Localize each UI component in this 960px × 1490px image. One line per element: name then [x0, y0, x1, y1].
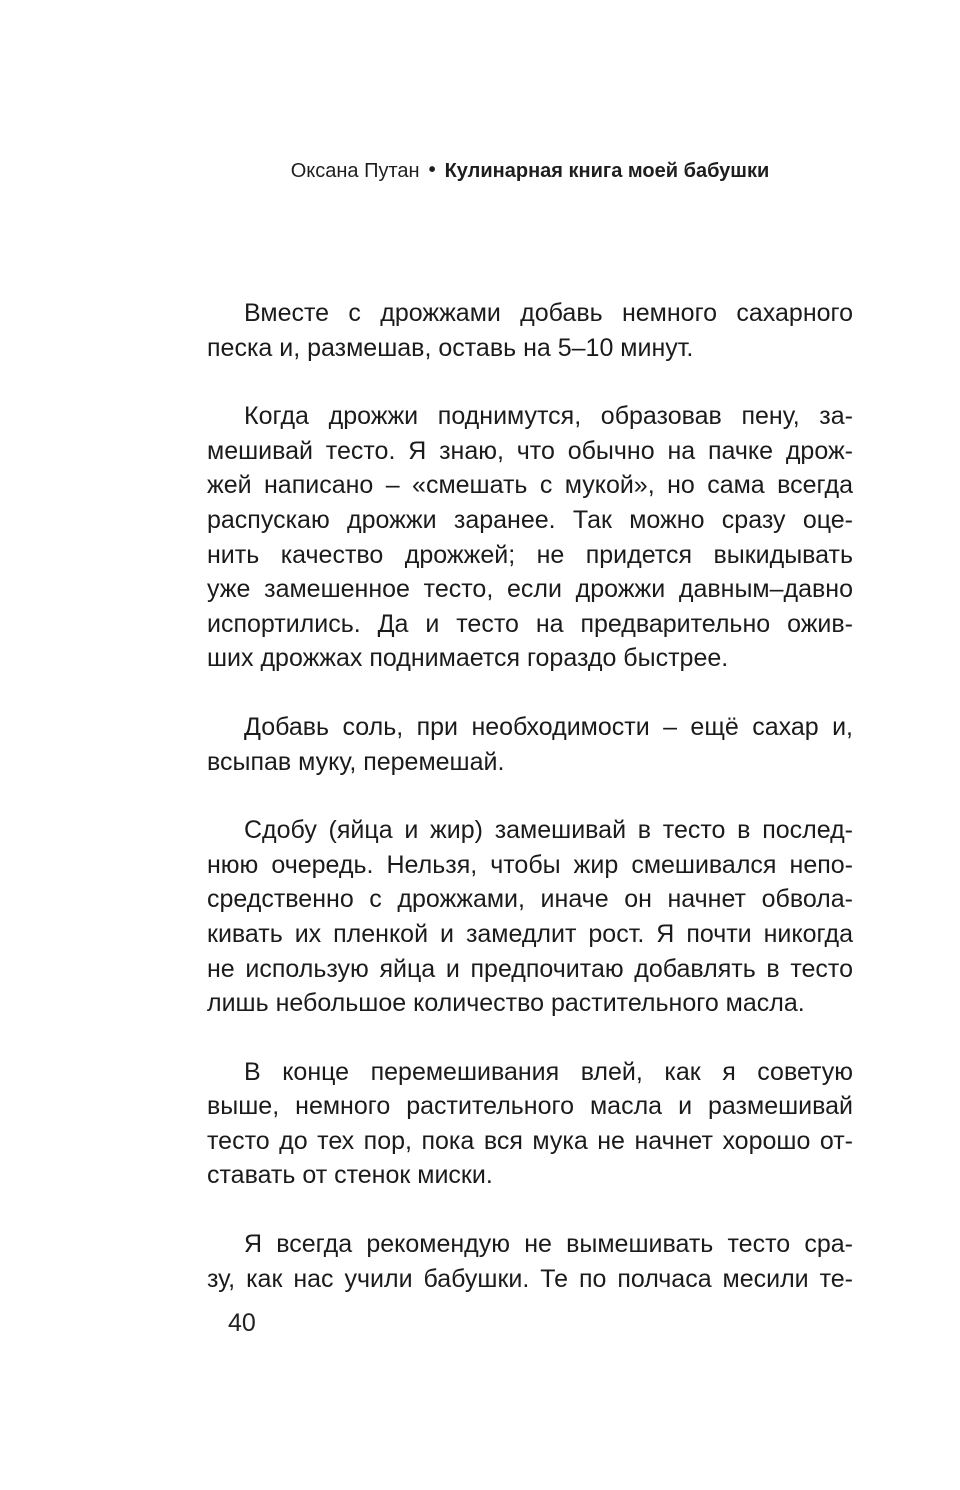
- paragraph: [207, 1055, 853, 1193]
- page-number: 40: [228, 1309, 256, 1337]
- text-line: ших дрожжах поднимается гораздо быстрее.: [207, 644, 729, 673]
- text-line: ставать от стенок миски.: [207, 1161, 493, 1190]
- text-line: Когда дрожжи поднимутся, образовав пену, за-: [244, 402, 853, 431]
- book-title: Кулинарная книга моей бабушки: [444, 160, 770, 182]
- text-line: Вместе с дрожжами добавь немного сахарного: [244, 299, 853, 327]
- text-line: не использую яйца и предпочитаю добавлять в тесто: [207, 954, 853, 983]
- text-line: тесто до тех пор, пока вся мука не начнет хорошо от-: [207, 1126, 853, 1155]
- text-line: всыпав муку, перемешай.: [207, 747, 505, 776]
- text-line: мешивай тесто. Я знаю, что обычно на пачке дрож-: [207, 436, 853, 465]
- text-line: распускаю дрожжи заранее. Так можно сразу оце-: [207, 505, 853, 534]
- paragraph: [207, 710, 853, 779]
- text-line: лишь небольшое количество растительного масла.: [207, 989, 805, 1018]
- text-line: нюю очередь. Нельзя, чтобы жир смешивался непо-: [207, 850, 853, 879]
- paragraph: [207, 296, 853, 365]
- text-line: песка и, размешав, оставь на 5–10 минут.: [207, 333, 694, 362]
- separator-bullet: •: [428, 159, 436, 181]
- paragraph: [207, 813, 853, 1021]
- text-line: Я всегда рекомендую не вымешивать тесто сра-: [244, 1230, 853, 1259]
- text-line: жей написано – «смешать с мукой», но сама всегда: [207, 471, 853, 500]
- text-line: кивать их пленкой и замедлит рост. Я почти никогда: [207, 919, 853, 948]
- text-line: уже замешенное тесто, если дрожжи давным–давно: [207, 575, 853, 604]
- body-text: [207, 296, 853, 1296]
- page-header: [207, 160, 853, 183]
- text-line: выше, немного растительного масла и размешивай: [207, 1092, 853, 1121]
- text-line: испортились. Да и тесто на предварительно ожив-: [207, 609, 853, 638]
- paragraph: [207, 1227, 853, 1296]
- text-line: нить качество дрожжей; не придется выкидывать: [207, 540, 853, 569]
- text-line: зу, как нас учили бабушки. Те по полчаса месили те-: [207, 1264, 853, 1293]
- text-line: В конце перемешивания влей, как я советую: [244, 1057, 853, 1086]
- text-line: средственно с дрожжами, иначе он начнет обвола-: [207, 885, 853, 914]
- paragraph: [207, 399, 853, 676]
- author-name: Оксана Путан: [290, 160, 420, 182]
- text-line: Добавь соль, при необходимости – ещё сахар и,: [244, 712, 853, 741]
- text-line: Сдобу (яйца и жир) замешивай в тесто в послед-: [244, 816, 853, 845]
